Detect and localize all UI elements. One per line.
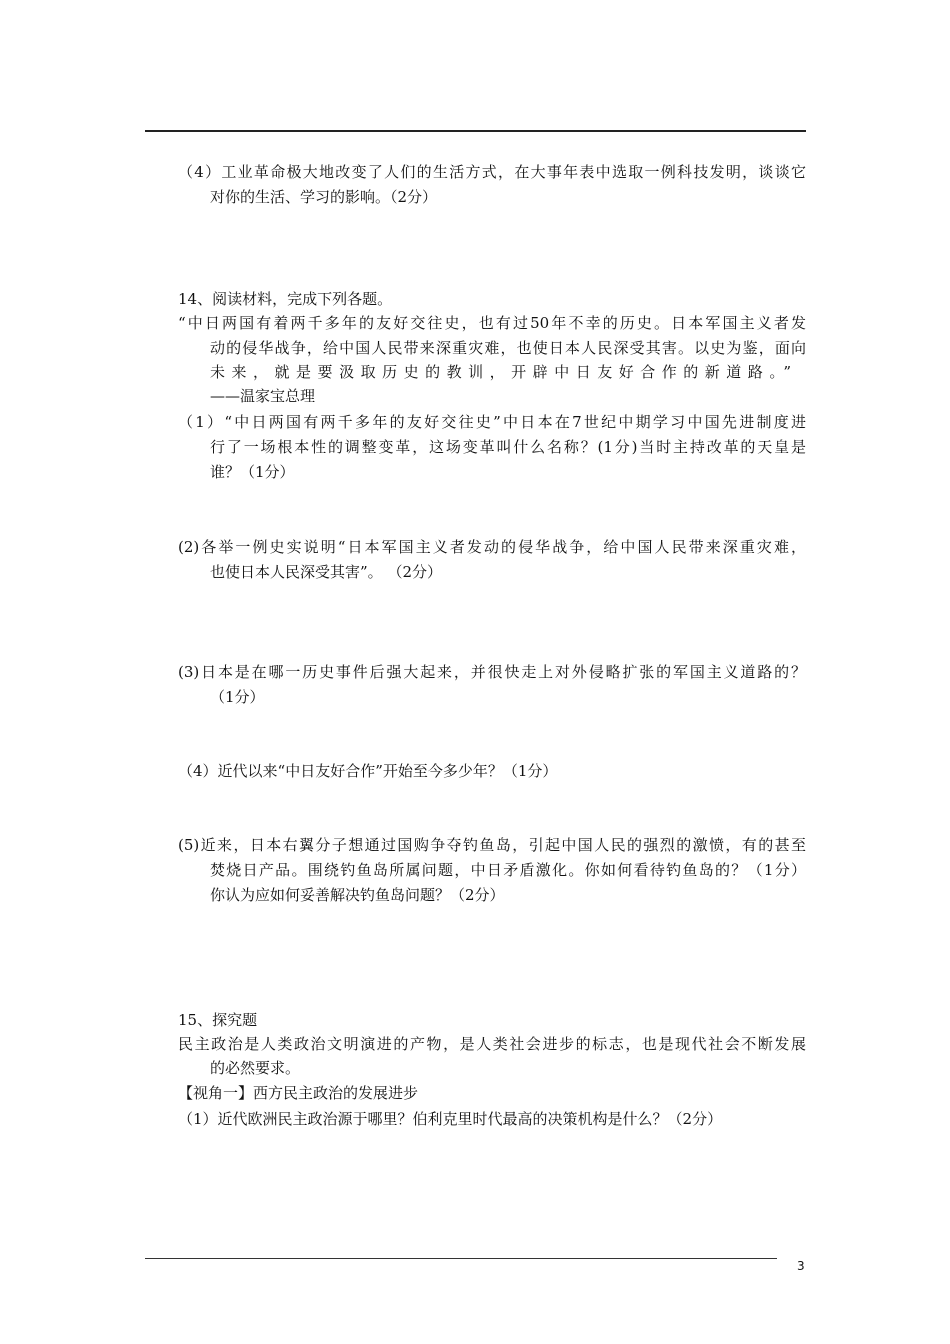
- q14-material-line3: 未来，就是要汲取历史的教训，开辟中日友好合作的新道路。”: [210, 363, 791, 381]
- q15-perspective1: 【视角一】西方民主政治的发展进步: [178, 1084, 419, 1102]
- q14-sub4-line1: （4）近代以来“中日友好合作”开始至今多少年？（1分）: [178, 762, 558, 780]
- q14-sub2-line1: (2)各举一例史实说明“日本军国主义者发动的侵华战争，给中国人民带来深重灾难，: [178, 538, 806, 556]
- q14-sub1-line2: 行了一场根本性的调整变革，这场变革叫什么名称？(1分)当时主持改革的天皇是: [210, 438, 806, 456]
- page-number: 3: [797, 1259, 805, 1273]
- q14-material-line1: “中日两国有着两千多年的友好交往史，也有过50年不幸的历史。日本军国主义者发: [178, 314, 806, 332]
- q14-heading: 14、阅读材料，完成下列各题。: [178, 290, 393, 308]
- q15-intro-line2: 的必然要求。: [210, 1059, 301, 1077]
- q15-heading: 15、探究题: [178, 1011, 258, 1029]
- q15-sub1: （1）近代欧洲民主政治源于哪里？伯利克里时代最高的决策机构是什么？（2分）: [178, 1110, 723, 1128]
- footer-rule: [145, 1258, 777, 1259]
- q14-sub5-line1: (5)近来，日本右翼分子想通过国购争夺钓鱼岛，引起中国人民的强烈的激愤，有的甚至: [178, 836, 806, 854]
- q15-intro-line1: 民主政治是人类政治文明演进的产物，是人类社会进步的标志，也是现代社会不断发展: [178, 1035, 806, 1053]
- q13-sub4-line1: （4）工业革命极大地改变了人们的生活方式，在大事年表中选取一例科技发明，谈谈它: [178, 163, 806, 181]
- q14-material-source: ——温家宝总理: [210, 387, 316, 405]
- q14-sub2-line2: 也使日本人民深受其害”。 （2分）: [210, 563, 442, 581]
- q14-sub5-line2: 焚烧日产品。围绕钓鱼岛所属问题，中日矛盾激化。你如何看待钓鱼岛的？（1分）: [210, 861, 806, 879]
- q14-material-line2: 动的侵华战争，给中国人民带来深重灾难，也使日本人民深受其害。以史为鉴，面向: [210, 339, 806, 357]
- q14-sub1-line3: 谁？（1分）: [210, 463, 295, 481]
- q13-sub4-line2: 对你的生活、学习的影响。（2分）: [210, 188, 438, 206]
- q14-sub3-line1: (3)日本是在哪一历史事件后强大起来，并很快走上对外侵略扩张的军国主义道路的？: [178, 663, 806, 681]
- header-rule: [145, 130, 806, 132]
- q14-sub1-line1: （1）“中日两国有两千多年的友好交往史”中日本在7世纪中期学习中国先进制度进: [178, 413, 806, 431]
- q14-sub5-line3: 你认为应如何妥善解决钓鱼岛问题？（2分）: [210, 886, 505, 904]
- q14-sub3-line2: （1分）: [210, 688, 265, 706]
